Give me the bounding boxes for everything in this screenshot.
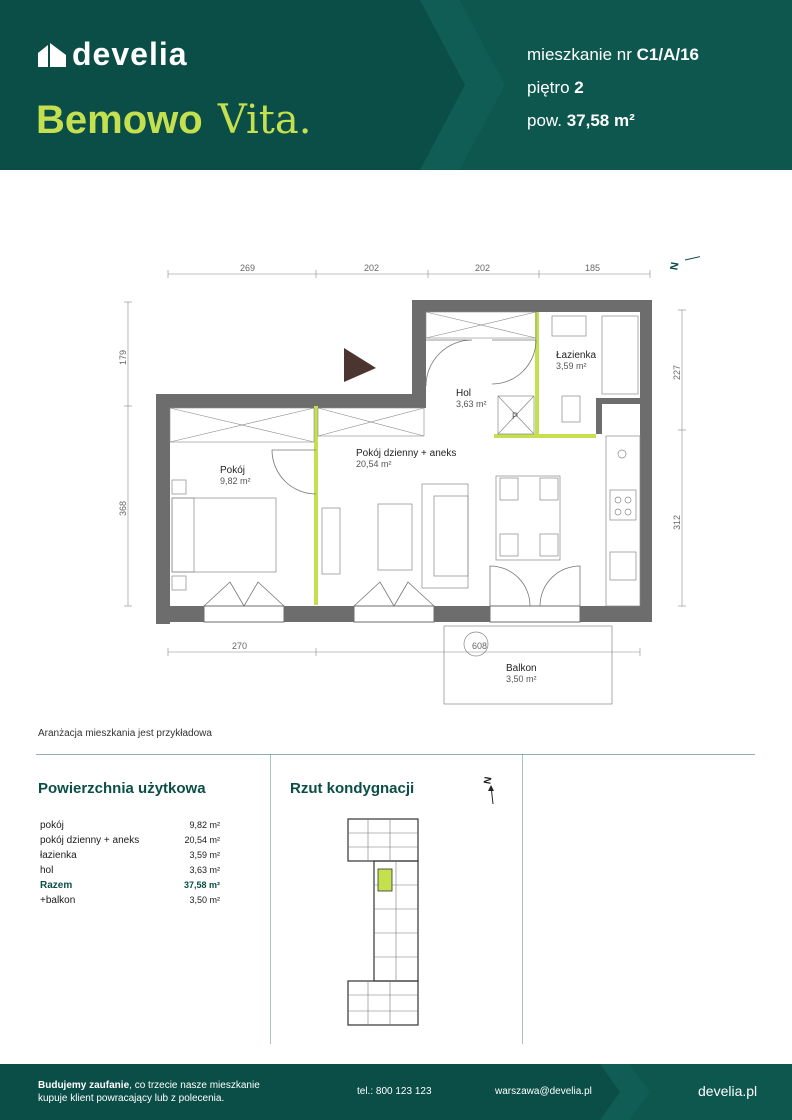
area-row-value: 9,82 m² xyxy=(189,820,220,830)
area-row-value: 3,59 m² xyxy=(189,850,220,860)
header xyxy=(0,0,792,170)
area-row-value: 3,63 m² xyxy=(189,865,220,875)
areas-table xyxy=(40,818,220,908)
room-lazienka-area: 3,59 m² xyxy=(556,361,587,371)
north-arrow-icon xyxy=(668,256,700,271)
area-row-value: 20,54 m² xyxy=(184,835,220,845)
dim-bottom-2: 608 xyxy=(472,641,488,651)
area-label: pow. xyxy=(527,111,562,130)
room-dzienny-area: 20,54 m² xyxy=(356,459,392,469)
develia-logo[interactable] xyxy=(38,36,188,73)
footer-slogan xyxy=(38,1079,260,1105)
area-row-label: Razem xyxy=(40,880,73,891)
footer-email-link[interactable]: warszawa@develia.pl xyxy=(495,1086,592,1097)
dim-left-1: 179 xyxy=(118,349,128,365)
room-hol-name: Hol xyxy=(456,388,472,399)
mini-north-label: N xyxy=(482,775,495,785)
apartment-number: C1/A/16 xyxy=(636,45,699,64)
area-row-label: łazienka xyxy=(40,850,77,861)
slogan-bold: Budujemy zaufanie xyxy=(38,1080,130,1091)
floor-number: 2 xyxy=(574,78,584,97)
develia-logo-icon xyxy=(38,43,66,67)
mini-north-arrow-icon xyxy=(480,772,500,806)
floor-overview-title: Rzut kondygnacji xyxy=(290,780,415,797)
floor-line xyxy=(527,71,699,104)
area-row xyxy=(40,848,220,863)
area-row xyxy=(40,833,220,848)
areas-title: Powierzchnia użytkowa xyxy=(38,780,206,797)
project-name xyxy=(36,97,311,143)
entrance-arrow-icon xyxy=(344,348,376,382)
apartment-label: mieszkanie nr xyxy=(527,45,632,64)
area-row xyxy=(40,863,220,878)
walls xyxy=(156,300,652,624)
area-row-label: pokój dzienny + aneks xyxy=(40,835,140,846)
dim-right-2: 312 xyxy=(672,514,682,530)
area-row-value: 3,50 m² xyxy=(189,895,220,905)
logo-text: develia xyxy=(72,36,188,72)
dim-left-2: 368 xyxy=(118,500,128,516)
area-row xyxy=(40,893,220,908)
area-row-total xyxy=(40,878,220,893)
room-lazienka-name: Łazienka xyxy=(556,350,597,361)
dim-right-1: 227 xyxy=(672,364,682,380)
dim-top-3: 202 xyxy=(475,263,491,273)
apartment-info xyxy=(527,38,699,137)
windows xyxy=(204,606,580,622)
north-label: N xyxy=(668,261,682,272)
dim-bottom-1: 270 xyxy=(232,641,248,651)
column-divider-2 xyxy=(522,754,523,1044)
apartment-number-line xyxy=(527,38,699,71)
dim-top-2: 202 xyxy=(364,263,380,273)
project-name-main: Bemowo xyxy=(36,98,203,142)
door-swings xyxy=(204,340,580,606)
area-line xyxy=(527,104,699,137)
room-pokoj-area: 9,82 m² xyxy=(220,476,251,486)
slogan-rest: , co trzecie nasze mieszkanie xyxy=(129,1080,260,1091)
footer xyxy=(0,1064,792,1120)
area-row-label: pokój xyxy=(40,820,64,831)
slogan-line-2: kupuje klient powracający lub z polecenia. xyxy=(38,1093,225,1104)
footer-website-link[interactable]: develia.pl xyxy=(698,1083,758,1099)
shower-mark: P xyxy=(512,411,519,421)
room-pokoj-name: Pokój xyxy=(220,465,246,476)
building-floor-plan xyxy=(340,815,430,1030)
divider xyxy=(36,754,755,755)
area-row-label: hol xyxy=(40,865,54,876)
area-row-value: 37,58 m² xyxy=(183,880,220,890)
slogan-line-1 xyxy=(38,1079,260,1092)
room-balkon-name: Balkon xyxy=(506,663,537,674)
room-balkon-area: 3,50 m² xyxy=(506,674,537,684)
highlighted-apartment xyxy=(378,869,392,891)
room-dzienny-name: Pokój dzienny + aneks xyxy=(356,448,457,459)
column-divider-1 xyxy=(270,754,271,1044)
footer-chevron-decoration xyxy=(600,1064,792,1120)
project-name-script: Vita. xyxy=(217,97,312,143)
area-value: 37,58 m² xyxy=(566,111,635,130)
area-row xyxy=(40,818,220,833)
arrangement-note: Aranżacja mieszkania jest przykładowa xyxy=(38,728,212,739)
area-row-label: +balkon xyxy=(40,895,76,906)
room-hol-area: 3,63 m² xyxy=(456,399,487,409)
dim-top-4: 185 xyxy=(585,263,601,273)
footer-phone-link[interactable]: tel.: 800 123 123 xyxy=(357,1086,432,1097)
floor-plan xyxy=(100,240,700,720)
floor-label: piętro xyxy=(527,78,570,97)
dim-top-1: 269 xyxy=(240,263,256,273)
